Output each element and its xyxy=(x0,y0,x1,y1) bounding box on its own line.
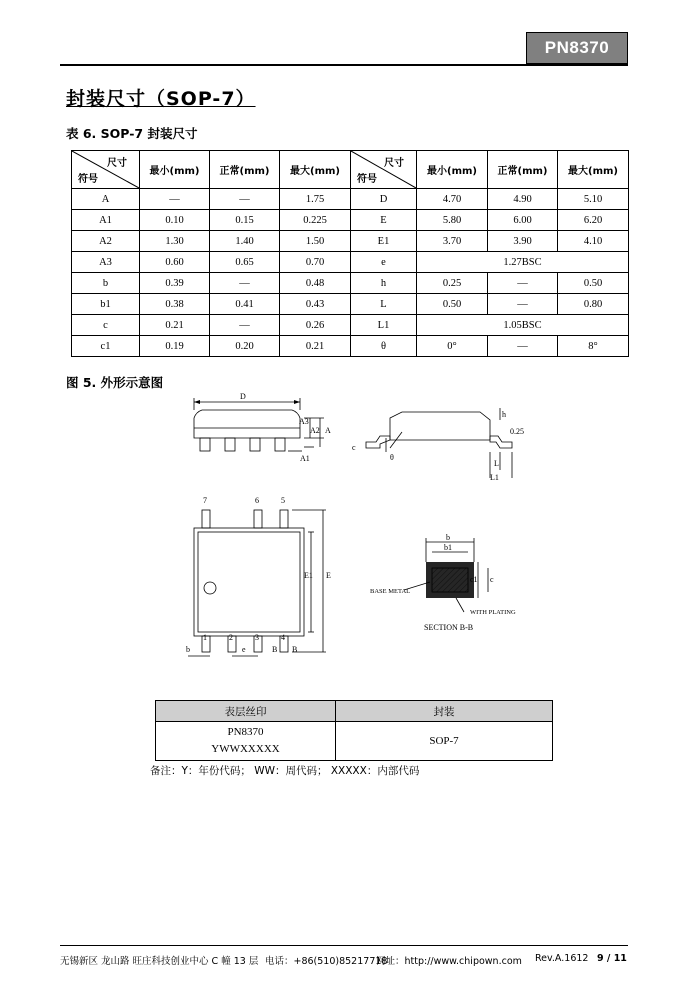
section-label-c: c xyxy=(490,575,494,584)
cell: 0.19 xyxy=(140,336,210,357)
table-row xyxy=(72,252,629,273)
dim-label-A1: A1 xyxy=(300,454,310,463)
cell: 0.25 xyxy=(417,273,488,294)
dim-label-L: L xyxy=(494,459,499,468)
section-label-c1: c1 xyxy=(470,575,478,584)
header-nom: 正常(mm) xyxy=(210,151,280,189)
dim-label-E1: E1 xyxy=(304,571,313,580)
cell: 8° xyxy=(558,336,629,357)
table-header-row xyxy=(72,151,629,189)
cell: E xyxy=(351,210,417,231)
pin-label-7: 7 xyxy=(203,496,207,505)
corner-cell-right xyxy=(351,151,417,189)
cell-merged: 1.05BSC xyxy=(417,315,629,336)
cell: 0.10 xyxy=(140,210,210,231)
cell: 0.41 xyxy=(210,294,280,315)
marking-row xyxy=(156,722,553,761)
dim-label-h: h xyxy=(502,410,506,419)
header-max: 最大(mm) xyxy=(558,151,629,189)
header-nom: 正常(mm) xyxy=(488,151,558,189)
section-view xyxy=(370,533,516,632)
cell: 3.70 xyxy=(417,231,488,252)
marking-note: 备注：Y：年份代码； WW：周代码； XXXXX：内部代码 xyxy=(150,765,420,777)
dim-label-theta: θ xyxy=(390,453,394,462)
section-title xyxy=(66,84,256,111)
side-view-end xyxy=(352,408,524,482)
marking-header-marking: 表层丝印 xyxy=(156,701,336,722)
header-min: 最小(mm) xyxy=(417,151,488,189)
cell: 0.60 xyxy=(140,252,210,273)
cell: 4.90 xyxy=(488,189,558,210)
table-row xyxy=(72,273,629,294)
cell: c xyxy=(72,315,140,336)
cell-merged: 1.27BSC xyxy=(417,252,629,273)
cell: 0.15 xyxy=(210,210,280,231)
cell: b xyxy=(72,273,140,294)
footer-address: 无锡新区 龙山路 旺庄科技创业中心 C 幢 13 层 xyxy=(60,956,259,967)
pin-label-6: 6 xyxy=(255,496,259,505)
marking-table xyxy=(155,700,553,761)
dim-label-L1: L1 xyxy=(490,473,499,482)
pin-label-5: 5 xyxy=(281,496,285,505)
cell: L xyxy=(351,294,417,315)
footer-phone: 电话：+86(510)85217718 xyxy=(265,956,388,967)
dim-label-e: e xyxy=(242,645,246,654)
dim-label-c: c xyxy=(352,443,356,452)
cell: 0.39 xyxy=(140,273,210,294)
dim-label-A: A xyxy=(325,426,331,435)
header-max: 最大(mm) xyxy=(280,151,351,189)
section-label-b: b xyxy=(446,533,450,542)
cell: 6.00 xyxy=(488,210,558,231)
cell: 1.40 xyxy=(210,231,280,252)
cell: e xyxy=(351,252,417,273)
cell: A1 xyxy=(72,210,140,231)
cell: 0.43 xyxy=(280,294,351,315)
cell: L1 xyxy=(351,315,417,336)
table-caption: 表 6. SOP-7 封装尺寸 xyxy=(66,126,198,141)
cell: — xyxy=(140,189,210,210)
cell: A2 xyxy=(72,231,140,252)
package-outline-drawing xyxy=(180,390,540,660)
cell: — xyxy=(488,336,558,357)
figure-caption: 图 5. 外形示意图 xyxy=(66,375,164,390)
table-row xyxy=(72,231,629,252)
part-number-badge: PN8370 xyxy=(526,32,628,64)
marking-line2: YWWXXXXX xyxy=(211,743,280,755)
cell: 0.50 xyxy=(558,273,629,294)
cell: 0.20 xyxy=(210,336,280,357)
table-row xyxy=(72,294,629,315)
header-rule xyxy=(60,64,628,66)
cell: 0.21 xyxy=(140,315,210,336)
top-view xyxy=(186,496,331,656)
cell: 0.65 xyxy=(210,252,280,273)
section-label-b1: b1 xyxy=(444,543,452,552)
cell: 4.10 xyxy=(558,231,629,252)
table-row xyxy=(72,336,629,357)
cell: — xyxy=(488,294,558,315)
dim-label-gauge: 0.25 xyxy=(510,427,524,436)
dim-label-b: b xyxy=(186,645,190,654)
package-cell: SOP-7 xyxy=(336,722,553,761)
cell: θ xyxy=(351,336,417,357)
cell: 0.80 xyxy=(558,294,629,315)
dim-label-D: D xyxy=(240,392,246,401)
cell: 0.48 xyxy=(280,273,351,294)
header-min: 最小(mm) xyxy=(140,151,210,189)
cell: 1.75 xyxy=(280,189,351,210)
cell: 0.50 xyxy=(417,294,488,315)
cell: 1.30 xyxy=(140,231,210,252)
corner-cell-left xyxy=(72,151,140,189)
corner-label-symbol: 符号 xyxy=(78,174,98,185)
pin-label-4: 4 xyxy=(281,633,285,642)
pin-label-1: 1 xyxy=(203,633,207,642)
table-row xyxy=(72,315,629,336)
cell: 3.90 xyxy=(488,231,558,252)
marking-line1: PN8370 xyxy=(227,726,264,738)
section-mark-B-right: B xyxy=(292,645,298,654)
cell: 5.80 xyxy=(417,210,488,231)
cell: b1 xyxy=(72,294,140,315)
footer-page-number: 9 / 11 xyxy=(597,953,627,964)
cell: — xyxy=(210,273,280,294)
label-section-bb: SECTION B-B xyxy=(424,623,474,632)
table-row xyxy=(72,189,629,210)
cell: 0.38 xyxy=(140,294,210,315)
footer-website: 网址：http://www.chipown.com xyxy=(376,956,522,967)
dim-label-A3: A3 xyxy=(299,417,309,426)
cell: — xyxy=(210,189,280,210)
marking-header-row xyxy=(156,701,553,722)
cell: E1 xyxy=(351,231,417,252)
cell: 0° xyxy=(417,336,488,357)
cell: — xyxy=(488,273,558,294)
marking-cell xyxy=(156,722,336,761)
corner-label-symbol: 符号 xyxy=(357,174,377,185)
section-title-text: 封装尺寸（SOP-7） xyxy=(66,88,256,110)
cell: 0.26 xyxy=(280,315,351,336)
cell: 4.70 xyxy=(417,189,488,210)
corner-label-size: 尺寸 xyxy=(107,158,127,169)
label-with-plating: WITH PLATING xyxy=(470,609,516,616)
pin-label-2: 2 xyxy=(229,633,233,642)
cell: A xyxy=(72,189,140,210)
cell: 0.21 xyxy=(280,336,351,357)
label-base-metal: BASE METAL xyxy=(370,588,411,595)
pin-label-3: 3 xyxy=(255,633,259,642)
cell: A3 xyxy=(72,252,140,273)
side-view-front xyxy=(194,392,331,463)
cell: h xyxy=(351,273,417,294)
dim-label-E: E xyxy=(326,571,331,580)
dimension-table xyxy=(71,150,629,357)
footer-rule xyxy=(60,945,628,946)
footer-revision: Rev.A.1612 xyxy=(535,953,589,964)
cell: — xyxy=(210,315,280,336)
section-mark-B-left: B xyxy=(272,645,278,654)
cell: 0.225 xyxy=(280,210,351,231)
cell: 0.70 xyxy=(280,252,351,273)
corner-label-size: 尺寸 xyxy=(384,158,404,169)
table-row xyxy=(72,210,629,231)
cell: 5.10 xyxy=(558,189,629,210)
cell: D xyxy=(351,189,417,210)
marking-header-package: 封装 xyxy=(336,701,553,722)
dim-label-A2: A2 xyxy=(310,426,320,435)
cell: c1 xyxy=(72,336,140,357)
cell: 1.50 xyxy=(280,231,351,252)
cell: 6.20 xyxy=(558,210,629,231)
